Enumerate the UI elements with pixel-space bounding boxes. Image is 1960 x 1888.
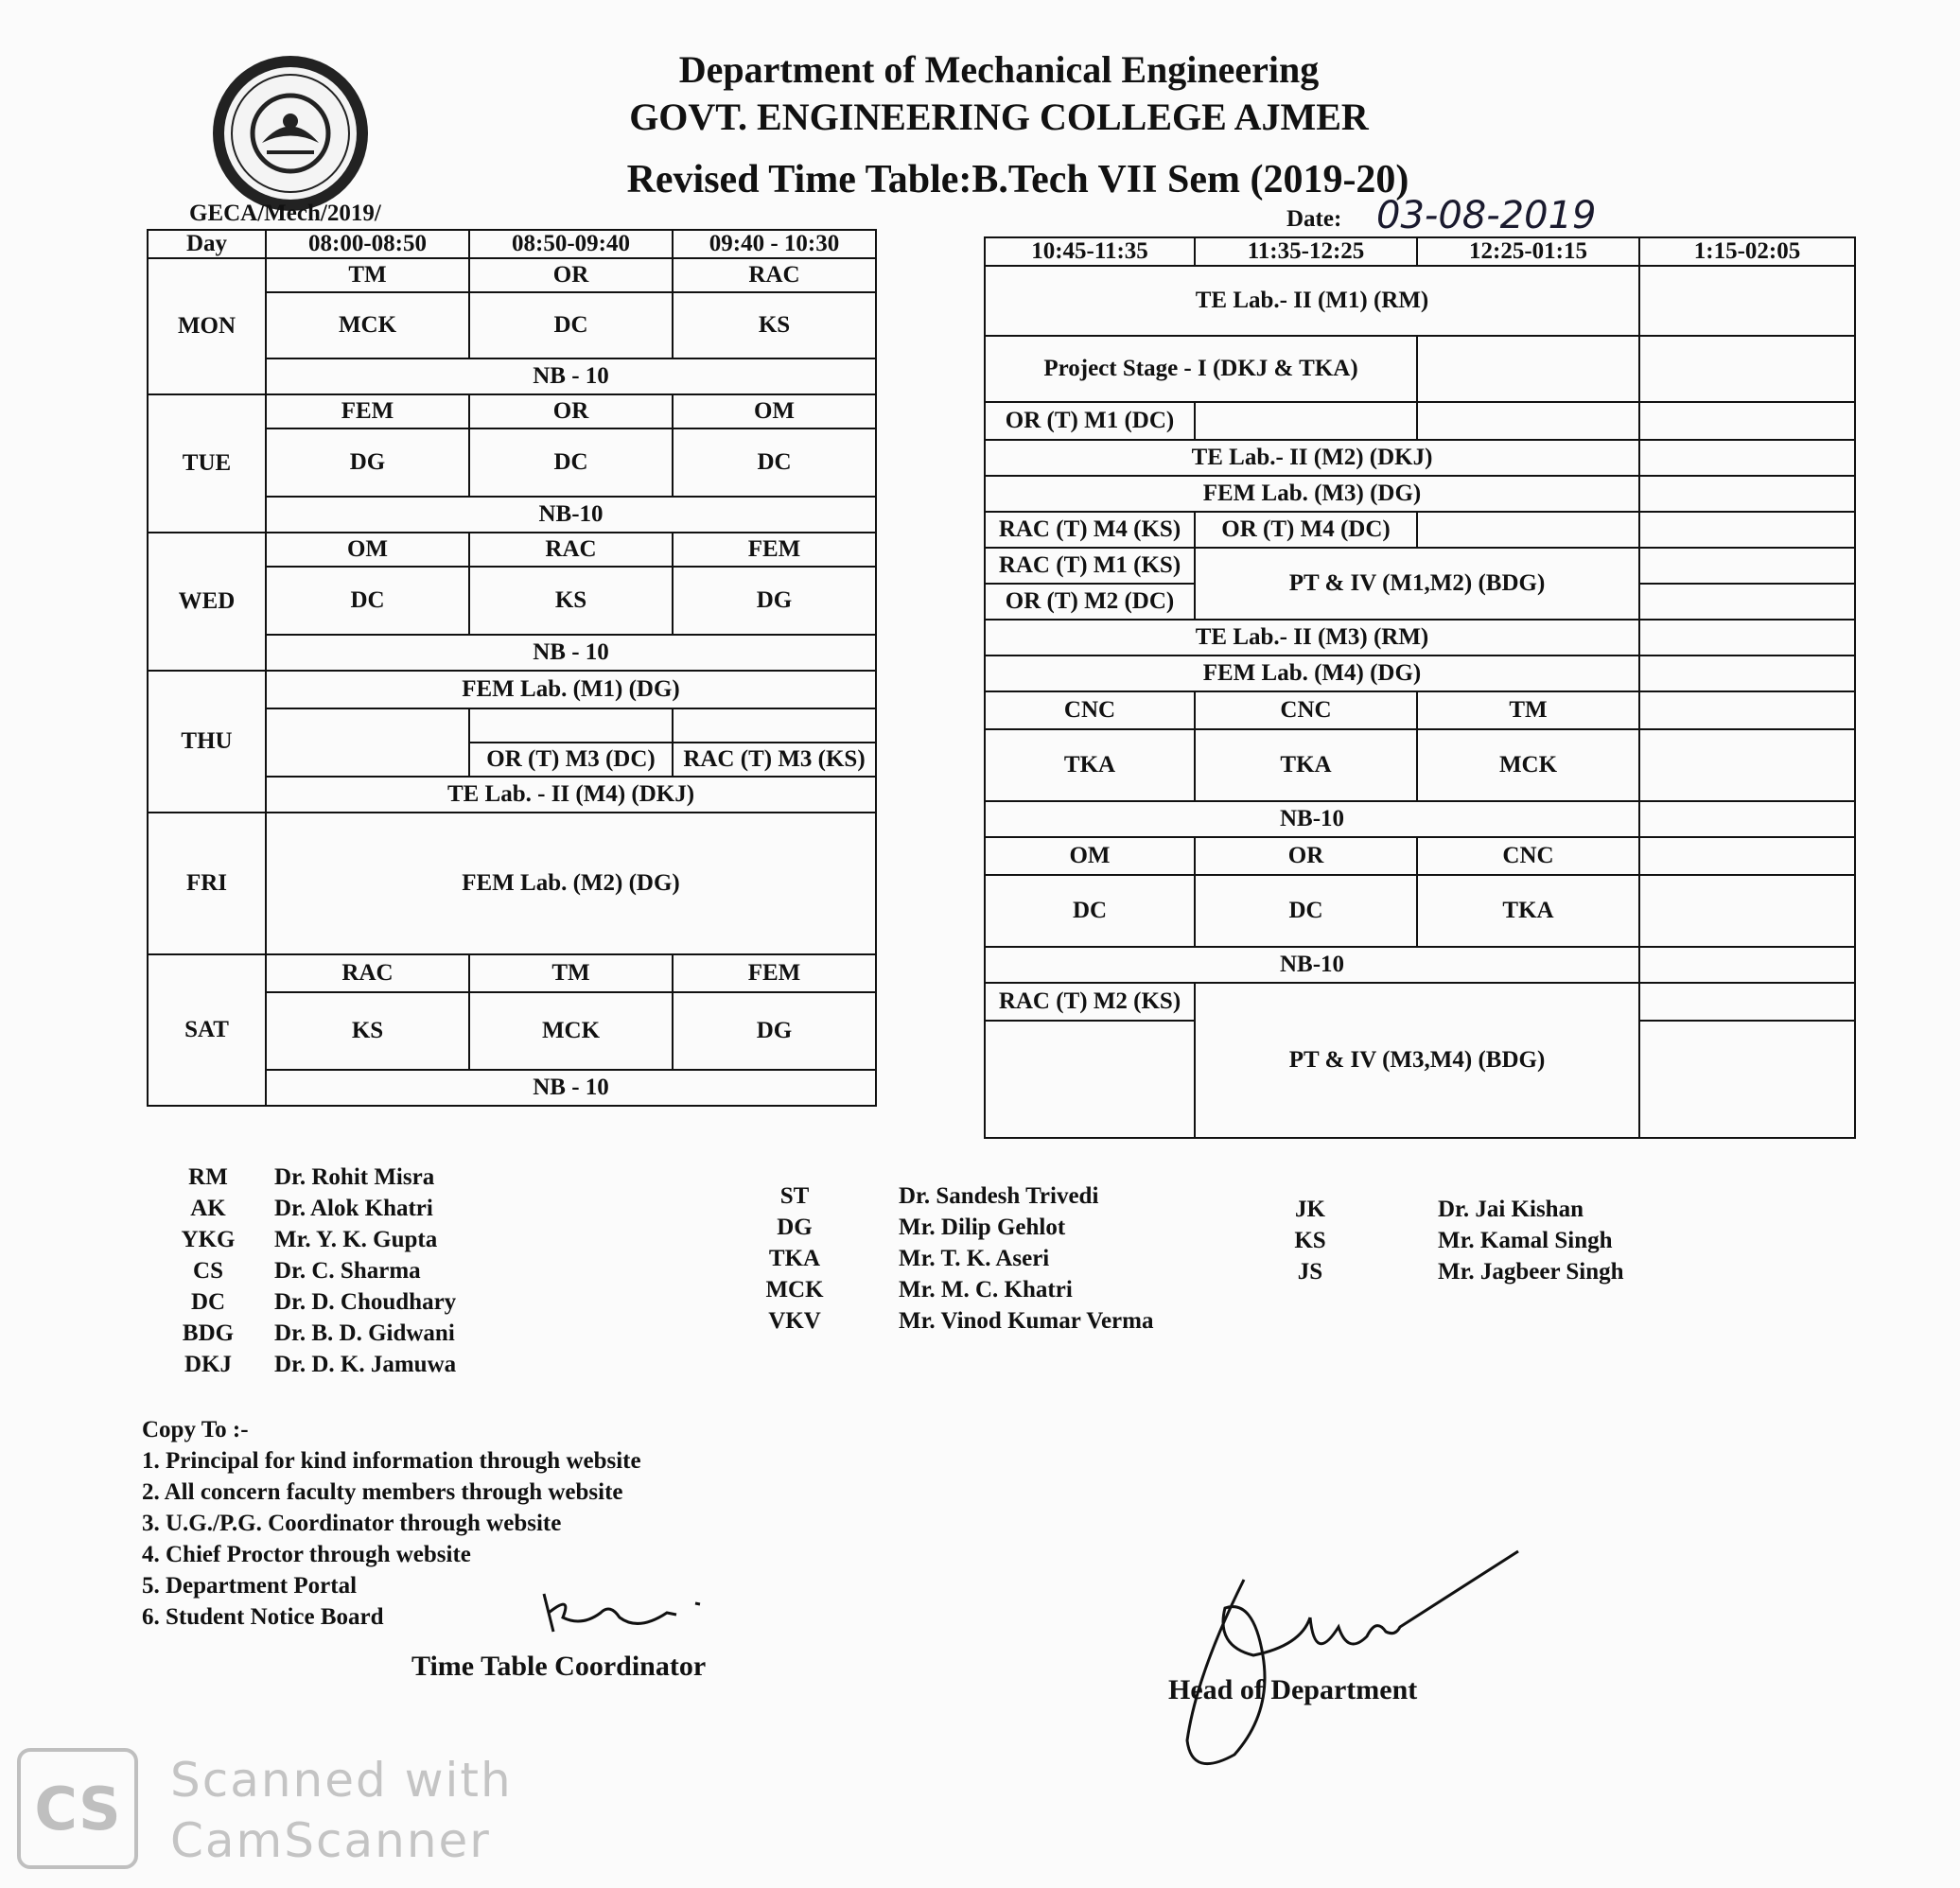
header-time: 08:00-08:50 — [266, 230, 469, 258]
teacher-cell: MCK — [266, 292, 469, 358]
faculty-name: Mr. Y. K. Gupta — [274, 1227, 438, 1252]
empty-cell — [1639, 837, 1855, 875]
teacher-cell: KS — [266, 992, 469, 1070]
faculty-abbr: BDG — [182, 1320, 235, 1346]
lab-cell: TE Lab.- II (M2) (DKJ) — [985, 440, 1639, 476]
empty-cell — [1639, 620, 1855, 656]
copy-to-heading: Copy To :- — [142, 1417, 249, 1442]
teacher-cell: DG — [673, 567, 876, 635]
faculty-abbr: KS — [1294, 1228, 1326, 1253]
college-name: GOVT. ENGINEERING COLLEGE AJMER — [629, 96, 1369, 138]
faculty-entry — [1277, 1194, 1624, 1225]
date-value: 03-08-2019 — [1376, 194, 1597, 237]
copy-to-item: 2. All concern faculty members through website — [142, 1479, 623, 1505]
room-cell: NB - 10 — [266, 358, 876, 394]
copy-to-item: 4. Chief Proctor through website — [142, 1542, 471, 1567]
teacher-cell: DC — [469, 428, 673, 497]
faculty-abbr: DKJ — [184, 1352, 232, 1377]
header-day: Day — [148, 230, 266, 258]
subject-cell: FEM — [673, 533, 876, 567]
tutorial-cell: RAC (T) M3 (KS) — [673, 743, 876, 777]
empty-cell — [1417, 512, 1639, 548]
teacher-cell: DG — [266, 428, 469, 497]
teacher-cell: TKA — [1195, 729, 1417, 801]
header-time: 09:40 - 10:30 — [673, 230, 876, 258]
faculty-abbr: DC — [190, 1289, 226, 1315]
faculty-name: Mr. M. C. Khatri — [899, 1277, 1073, 1302]
faculty-abbr: DG — [777, 1215, 813, 1240]
room-cell: NB-10 — [985, 947, 1639, 983]
header-time: 1:15-02:05 — [1639, 237, 1855, 266]
tutorial-cell: RAC (T) M2 (KS) — [985, 983, 1195, 1021]
empty-cell — [266, 708, 469, 777]
faculty-abbr: RM — [188, 1164, 228, 1190]
faculty-entry — [1277, 1225, 1624, 1256]
day-tue: TUE — [148, 394, 266, 533]
faculty-abbr: TKA — [768, 1246, 821, 1271]
faculty-name: Dr. Alok Khatri — [274, 1196, 433, 1221]
camscanner-logo: CS — [17, 1748, 138, 1869]
faculty-abbr: JK — [1295, 1197, 1325, 1222]
header-time: 10:45-11:35 — [985, 237, 1195, 266]
faculty-entry — [752, 1305, 1153, 1337]
faculty-abbr: MCK — [765, 1277, 824, 1302]
empty-cell — [1639, 440, 1855, 476]
copy-to-item: 3. U.G./P.G. Coordinator through website — [142, 1511, 562, 1536]
faculty-abbr: ST — [779, 1183, 810, 1209]
hod-signature — [1159, 1542, 1528, 1788]
header-time: 11:35-12:25 — [1195, 237, 1417, 266]
teacher-cell: TKA — [1417, 875, 1639, 947]
empty-cell — [1639, 266, 1855, 336]
timetable-morning — [147, 229, 915, 1107]
subject-cell: OM — [985, 837, 1195, 875]
subject-cell: FEM — [673, 954, 876, 992]
watermark-line: Scanned with — [170, 1753, 513, 1808]
day-wed: WED — [148, 533, 266, 671]
faculty-entry — [166, 1349, 456, 1380]
tutorial-cell: RAC (T) M4 (KS) — [985, 512, 1195, 548]
subject-cell: TM — [469, 954, 673, 992]
empty-cell — [469, 708, 673, 743]
day-fri: FRI — [148, 813, 266, 954]
subject-cell: OR — [1195, 837, 1417, 875]
empty-cell — [1639, 729, 1855, 801]
subject-cell: TM — [1417, 691, 1639, 729]
teacher-cell: KS — [469, 567, 673, 635]
lab-cell: FEM Lab. (M4) (DG) — [985, 656, 1639, 691]
subject-cell: OM — [673, 394, 876, 428]
subject-cell: CNC — [1195, 691, 1417, 729]
timetable-afternoon — [984, 236, 1856, 1139]
faculty-name: Dr. Sandesh Trivedi — [899, 1183, 1099, 1209]
day-sat: SAT — [148, 954, 266, 1106]
teacher-cell: DG — [673, 992, 876, 1070]
lab-cell: FEM Lab. (M2) (DG) — [266, 813, 876, 954]
copy-to-item: 1. Principal for kind information through website — [142, 1448, 641, 1474]
day-thu: THU — [148, 671, 266, 813]
faculty-entry — [166, 1255, 456, 1286]
hod-label: Head of Department — [1168, 1674, 1418, 1705]
room-cell: NB-10 — [985, 801, 1639, 837]
empty-cell — [1639, 801, 1855, 837]
lab-cell: FEM Lab. (M3) (DG) — [985, 476, 1639, 512]
empty-cell — [1639, 512, 1855, 548]
empty-cell — [1639, 875, 1855, 947]
faculty-abbr: JS — [1297, 1259, 1323, 1285]
faculty-name: Dr. Jai Kishan — [1438, 1197, 1584, 1222]
teacher-cell: KS — [673, 292, 876, 358]
faculty-name: Dr. D. K. Jamuwa — [274, 1352, 457, 1377]
empty-cell — [1417, 402, 1639, 440]
empty-cell — [1639, 1021, 1855, 1138]
pt-cell: PT & IV (M1,M2) (BDG) — [1195, 548, 1639, 620]
pt-cell: PT & IV (M3,M4) (BDG) — [1195, 983, 1639, 1138]
subject-cell: RAC — [673, 258, 876, 292]
empty-cell — [1639, 476, 1855, 512]
teacher-cell: DC — [985, 875, 1195, 947]
subject-cell: OR — [469, 258, 673, 292]
teacher-cell: DC — [266, 567, 469, 635]
room-cell: NB - 10 — [266, 1070, 876, 1106]
tutorial-cell: OR (T) M1 (DC) — [985, 402, 1195, 440]
faculty-name: Mr. Kamal Singh — [1438, 1228, 1613, 1253]
subject-cell: CNC — [985, 691, 1195, 729]
empty-cell — [1639, 548, 1855, 584]
faculty-abbr: AK — [190, 1196, 226, 1221]
empty-cell — [985, 1021, 1195, 1138]
subject-cell: RAC — [266, 954, 469, 992]
copy-to-item: 6. Student Notice Board — [142, 1604, 384, 1630]
camscanner-watermark — [170, 1750, 513, 1871]
subject-cell: RAC — [469, 533, 673, 567]
faculty-name: Mr. Jagbeer Singh — [1438, 1259, 1624, 1285]
lab-cell: FEM Lab. (M1) (DG) — [266, 671, 876, 708]
lab-cell: TE Lab.- II (M1) (RM) — [985, 266, 1639, 336]
room-cell: NB-10 — [266, 497, 876, 533]
empty-cell — [1417, 336, 1639, 402]
faculty-abbr: YKG — [181, 1227, 236, 1252]
document-title: Revised Time Table:B.Tech VII Sem (2019-20) — [626, 158, 1409, 201]
teacher-cell: MCK — [469, 992, 673, 1070]
teacher-cell: DC — [1195, 875, 1417, 947]
empty-cell — [1639, 584, 1855, 620]
subject-cell: OM — [266, 533, 469, 567]
coordinator-label: Time Table Coordinator — [411, 1651, 707, 1682]
day-mon: MON — [148, 258, 266, 394]
coordinator-signature — [534, 1575, 724, 1651]
faculty-name: Mr. Vinod Kumar Verma — [899, 1308, 1154, 1334]
faculty-legend-col2 — [752, 1180, 1153, 1337]
faculty-entry — [166, 1318, 456, 1349]
faculty-name: Dr. B. D. Gidwani — [274, 1320, 455, 1346]
faculty-entry — [752, 1212, 1153, 1243]
watermark-line: CamScanner — [170, 1813, 491, 1868]
teacher-cell: TKA — [985, 729, 1195, 801]
faculty-name: Dr. D. Choudhary — [274, 1289, 457, 1315]
faculty-entry — [752, 1243, 1153, 1274]
subject-cell: OR — [469, 394, 673, 428]
empty-cell — [1639, 402, 1855, 440]
room-cell: NB - 10 — [266, 635, 876, 671]
faculty-name: Mr. T. K. Aseri — [899, 1246, 1050, 1271]
faculty-entry — [1277, 1256, 1624, 1287]
tutorial-cell: OR (T) M2 (DC) — [985, 584, 1195, 620]
teacher-cell: DC — [469, 292, 673, 358]
empty-cell — [1639, 691, 1855, 729]
date-label: Date: — [1286, 206, 1342, 232]
faculty-name: Dr. Rohit Misra — [274, 1164, 435, 1190]
faculty-legend-col1 — [166, 1162, 456, 1380]
faculty-entry — [166, 1162, 456, 1193]
faculty-entry — [166, 1193, 456, 1224]
faculty-entry — [166, 1224, 456, 1255]
reference-number: GECA/Mech/2019/ — [189, 201, 381, 226]
tutorial-cell: OR (T) M3 (DC) — [469, 743, 673, 777]
faculty-name: Dr. C. Sharma — [274, 1258, 421, 1284]
lab-cell: TE Lab.- II (M3) (RM) — [985, 620, 1639, 656]
header-time: 08:50-09:40 — [469, 230, 673, 258]
tutorial-cell: RAC (T) M1 (KS) — [985, 548, 1195, 584]
empty-cell — [1639, 656, 1855, 691]
empty-cell — [673, 708, 876, 743]
copy-to-item: 5. Department Portal — [142, 1573, 358, 1599]
faculty-legend-col3 — [1277, 1194, 1624, 1287]
header-time: 12:25-01:15 — [1417, 237, 1639, 266]
lab-cell: TE Lab. - II (M4) (DKJ) — [266, 777, 876, 813]
faculty-abbr: CS — [193, 1258, 223, 1284]
faculty-entry — [752, 1274, 1153, 1305]
subject-cell: TM — [266, 258, 469, 292]
faculty-entry — [752, 1180, 1153, 1212]
department-name: Department of Mechanical Engineering — [678, 48, 1320, 91]
empty-cell — [1639, 336, 1855, 402]
subject-cell: CNC — [1417, 837, 1639, 875]
subject-cell: FEM — [266, 394, 469, 428]
faculty-name: Mr. Dilip Gehlot — [899, 1215, 1066, 1240]
project-cell: Project Stage - I (DKJ & TKA) — [985, 336, 1417, 402]
teacher-cell: DC — [673, 428, 876, 497]
empty-cell — [1639, 947, 1855, 983]
faculty-entry — [166, 1286, 456, 1318]
teacher-cell: MCK — [1417, 729, 1639, 801]
faculty-abbr: VKV — [768, 1308, 821, 1334]
tutorial-cell: OR (T) M4 (DC) — [1195, 512, 1417, 548]
empty-cell — [1639, 983, 1855, 1021]
empty-cell — [1195, 402, 1417, 440]
